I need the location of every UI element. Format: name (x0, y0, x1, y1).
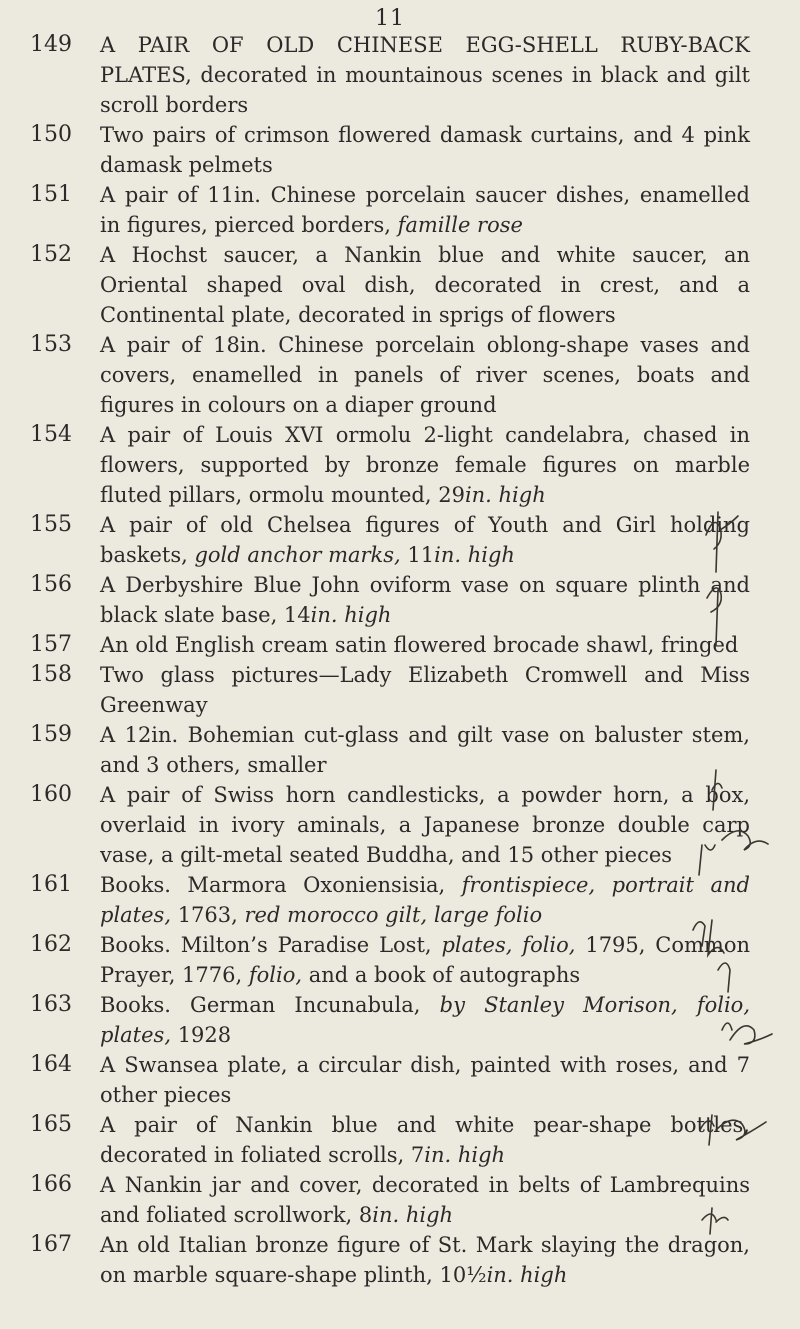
lot-number: 151 (30, 182, 72, 207)
lot-number: 167 (30, 1232, 72, 1257)
lot-italic-run: in. high (310, 603, 392, 627)
lot-description (100, 120, 750, 180)
lot-entry (0, 1230, 800, 1290)
lot-italic-run: in. high (434, 543, 515, 567)
lot-text-run: 11 (407, 543, 435, 567)
lot-text-run: 1763, (177, 903, 245, 927)
lot-italic-run: famille rose (397, 213, 523, 237)
lot-text-run: A pair of old Chelsea figures of Youth and Girl holding baskets, (100, 513, 750, 567)
lot-entry (0, 510, 800, 570)
lot-number: 156 (30, 572, 72, 597)
lot-text-run: A Derbyshire Blue John oviform vase on square plinth and black slate base, 14 (100, 573, 750, 627)
lot-description (100, 180, 750, 240)
lot-entry (0, 870, 800, 930)
lot-text-run: Books. German Incunabula, (100, 993, 440, 1017)
lot-entry (0, 420, 800, 510)
lot-number: 152 (30, 242, 72, 267)
lot-entry (0, 570, 800, 630)
lot-entry (0, 780, 800, 870)
lot-description (100, 420, 750, 510)
lot-number: 160 (30, 782, 72, 807)
lot-description (100, 1230, 750, 1290)
lot-text-run: Books. Marmora Oxoniensisia, (100, 873, 462, 897)
lot-italic-run: frontispiece, portrait and plates, (100, 873, 750, 927)
lot-text-run: Two glass pictures—Lady Elizabeth Cromwell and Miss Greenway (100, 663, 750, 717)
lot-description (100, 990, 750, 1050)
lot-text-run: A pair of Louis XVI ormolu 2-light candelabra, chased in flowers, supported by bronze female figures on marble fluted pillars, ormolu mounted, 29 (100, 423, 750, 507)
lot-text-run: Two pairs of crimson flowered damask curtains, and 4 pink damask pelmets (100, 123, 750, 177)
lot-text-run: A Swansea plate, a circular dish, painted with roses, and 7 other pieces (100, 1053, 750, 1107)
lot-description (100, 1050, 750, 1110)
lot-number: 154 (30, 422, 72, 447)
lot-number: 162 (30, 932, 72, 957)
lot-text-run: A pair of Swiss horn candlesticks, a powder horn, a box, overlaid in ivory aminals, a Japanese bronze double carp vase, a gilt-metal seated Buddha, and 15 other pieces (100, 783, 750, 867)
lot-number: 150 (30, 122, 72, 147)
lot-number: 159 (30, 722, 72, 747)
lot-entry (0, 330, 800, 420)
lot-description (100, 630, 750, 660)
lot-text-run: A 12in. Bohemian cut-glass and gilt vase on baluster stem, and 3 others, smaller (100, 723, 750, 777)
lot-entry (0, 990, 800, 1050)
lot-entry (0, 180, 800, 240)
lot-description (100, 1170, 750, 1230)
lot-description (100, 930, 750, 990)
lot-entry (0, 1170, 800, 1230)
lot-description (100, 510, 750, 570)
lot-italic-run: by Stanley Morison, folio, plates, (100, 993, 750, 1047)
lot-number: 164 (30, 1052, 72, 1077)
lot-number: 163 (30, 992, 72, 1017)
lot-entry (0, 1110, 800, 1170)
lot-description (100, 870, 750, 930)
lot-number: 158 (30, 662, 72, 687)
lot-number: 153 (30, 332, 72, 357)
lot-text-run: Books. Milton’s Paradise Lost, (100, 933, 442, 957)
lot-text-run: A Hochst saucer, a Nankin blue and white saucer, an Oriental shaped oval dish, decorated in crest, and a Continental plate, decorated in sprigs of flowers (100, 243, 750, 327)
lot-italic-run: plates, folio, (441, 933, 586, 957)
lot-italic-run: in. high (486, 1263, 568, 1287)
lot-description (100, 660, 750, 720)
lot-description (100, 780, 750, 870)
lot-number: 157 (30, 632, 72, 657)
lot-text-run: and a book of autographs (308, 963, 581, 987)
lot-text-run: An old Italian bronze figure of St. Mark slaying the dragon, on marble square-shape plinth, 10½ (100, 1233, 750, 1287)
lot-italic-run: in. high (464, 483, 546, 507)
lot-entry (0, 120, 800, 180)
lot-italic-run: gold anchor marks, (194, 543, 408, 567)
lot-text-run: A Nankin jar and cover, decorated in belts of Lambrequins and foliated scrollwork, 8 (100, 1173, 750, 1227)
lot-description (100, 1110, 750, 1170)
lot-description (100, 30, 750, 120)
lot-entry (0, 1050, 800, 1110)
lot-description (100, 720, 750, 780)
lot-text-run: 1795, Common Prayer, 1776, (100, 933, 751, 987)
lot-description (100, 240, 750, 330)
lot-italic-run: in. high (372, 1203, 454, 1227)
lot-number: 165 (30, 1112, 72, 1137)
lot-entry (0, 30, 800, 120)
lot-italic-run: in. high (424, 1143, 506, 1167)
lot-text-run: A pair of Nankin blue and white pear-shape bottles, decorated in foliated scrolls, 7 (100, 1113, 750, 1167)
lot-number: 166 (30, 1172, 72, 1197)
lot-entry (0, 630, 800, 660)
lot-description (100, 330, 750, 420)
page-number: 11 (375, 6, 405, 31)
lot-list (0, 30, 800, 1290)
lot-italic-run: red morocco gilt, large folio (244, 903, 543, 927)
lot-text-run: 1928 (177, 1023, 232, 1047)
lot-text-run: A PAIR OF OLD CHINESE EGG-SHELL RUBY-BACK PLATES, decorated in mountainous scenes in black and gilt scroll borders (100, 33, 750, 117)
lot-text-run: A pair of 11in. Chinese porcelain saucer dishes, enamelled in figures, pierced borders, (100, 183, 750, 237)
lot-entry (0, 720, 800, 780)
lot-entry (0, 240, 800, 330)
lot-text-run: An old English cream satin flowered brocade shawl, fringed (100, 633, 739, 657)
lot-italic-run: folio, (248, 963, 309, 987)
lot-entry (0, 930, 800, 990)
lot-number: 161 (30, 872, 72, 897)
lot-number: 149 (30, 32, 72, 57)
lot-number: 155 (30, 512, 72, 537)
lot-text-run: A pair of 18in. Chinese porcelain oblong-shape vases and covers, enamelled in panels of river scenes, boats and figures in colours on a diaper ground (100, 333, 750, 417)
lot-entry (0, 660, 800, 720)
lot-description (100, 570, 750, 630)
